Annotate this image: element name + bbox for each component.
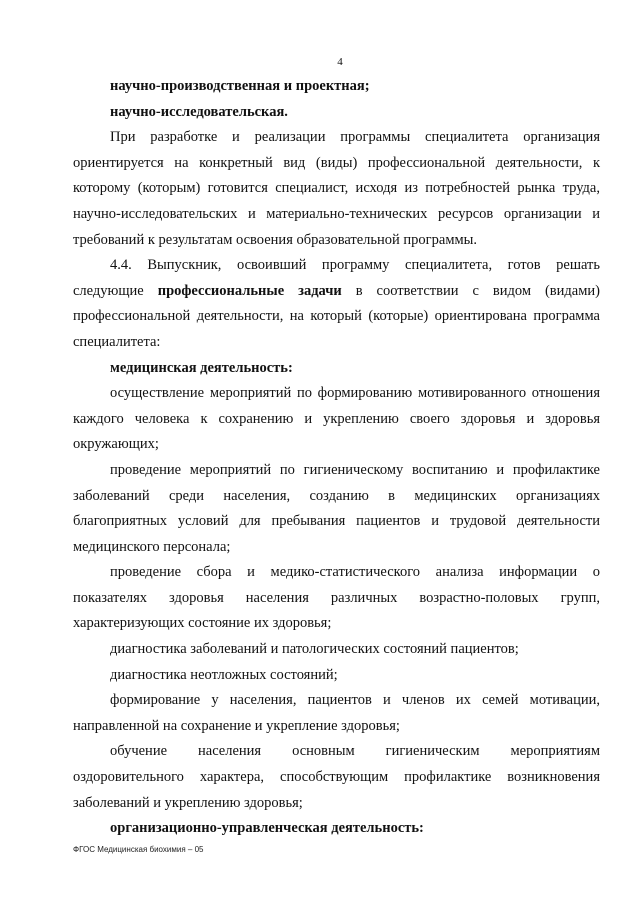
task-diagnosis-diseases: диагностика заболеваний и патологических состояний пациентов; xyxy=(110,641,519,658)
activity-type-scientific-production: научно-производственная и проектная; xyxy=(110,78,370,94)
task-hygiene-education: проведение мероприятий по гигиеническому воспитанию и профилактике заболеваний среди населения, созданию в медицинских организациях благоприятных условий для пребывания пациентов и трудовой деятельности медицинского персонала; xyxy=(73,461,600,555)
paragraph-program-orientation: При разработке и реализации программы специалитета организация ориентируется на конкретный вид (виды) профессиональной деятельности, к которому (которым) готовится специалист, исходя из потребностей рынка труда, научно-исследовательских и материально-технических ресурсов организации и требований к результатам освоения образовательной программы. xyxy=(73,129,600,248)
paragraph-section-4-4 xyxy=(73,253,600,355)
paragraph-section-4-4-text-before: 4.4. Выпускник, освоивший программу специалитета, готов решать следующие xyxy=(73,257,600,299)
task-motivation-population: формирование у населения, пациентов и членов их семей мотивации, направленной на сохранение и укрепление здоровья; xyxy=(73,692,600,734)
heading-medical-activity: медицинская деятельность: xyxy=(110,359,293,376)
activity-type-scientific-research: научно-исследовательская. xyxy=(110,103,288,120)
task-motivation-health: осуществление мероприятий по формированию мотивированного отношения каждого человека к сохранению и укреплению своего здоровья и здоровья окружающих; xyxy=(73,385,600,453)
task-hygiene-training: обучение населения основным гигиеническим мероприятиям оздоровительного характера, способствующим профилактике возникновения заболеваний и укреплению здоровья; xyxy=(73,743,600,811)
heading-management-activity: организационно-управленческая деятельность: xyxy=(110,820,424,837)
paragraph-section-4-4-text-after: в соответствии с видом (видами) профессиональной деятельности, на который (которые) ориентирована программа специалитета: xyxy=(73,282,600,350)
task-diagnosis-emergency: диагностика неотложных состояний; xyxy=(110,666,338,683)
footer-document-code: ФГОС Медицинская биохимия – 05 xyxy=(73,845,204,854)
document-body xyxy=(73,74,600,842)
task-statistics-analysis: проведение сбора и медико-статистического анализа информации о показателях здоровья населения различных возрастно-половых групп, характеризующих состояние их здоровья; xyxy=(73,564,600,632)
professional-tasks-term: профессиональные задачи xyxy=(157,282,342,299)
page-number: 4 xyxy=(337,56,343,68)
